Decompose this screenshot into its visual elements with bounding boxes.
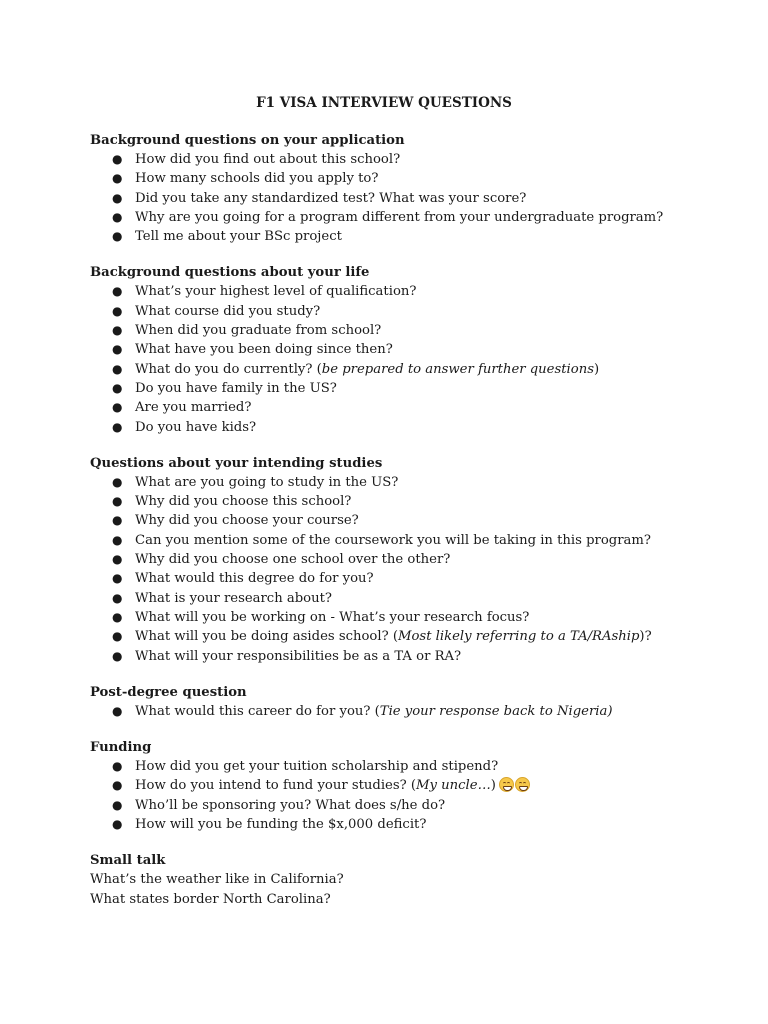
bullet-icon: ● xyxy=(112,494,123,509)
bullet-icon: ● xyxy=(112,474,123,489)
question-text: Why did you choose this school? xyxy=(135,494,352,510)
bullet-icon: ● xyxy=(112,284,123,299)
bullet-icon: ● xyxy=(112,229,123,244)
bullet-icon: ● xyxy=(112,778,123,793)
question-text: What will your responsibilities be as a TA or RA? xyxy=(135,648,462,664)
question-text-end: )? xyxy=(639,629,652,645)
small-talk-line: What states border North Carolina? xyxy=(90,891,331,907)
bullet-icon: ● xyxy=(112,323,123,338)
grinning-face-icon xyxy=(515,777,530,792)
question-text: Do you have family in the US? xyxy=(135,380,337,396)
question-item xyxy=(90,208,710,227)
question-text: Tell me about your BSc project xyxy=(135,229,342,245)
section-small-talk xyxy=(90,852,710,909)
question-text: When did you graduate from school? xyxy=(135,323,382,339)
question-text: What will you be working on - What’s your research focus? xyxy=(135,609,530,625)
question-text: Why did you choose your course? xyxy=(135,513,359,529)
question-list xyxy=(90,150,710,246)
question-text: What will you be doing asides school? ( xyxy=(135,629,398,645)
question-item xyxy=(90,418,710,437)
bullet-icon: ● xyxy=(112,703,123,718)
section-funding xyxy=(90,739,710,834)
question-text: What do you do currently? ( xyxy=(135,361,322,377)
question-note: be prepared to answer further questions xyxy=(321,361,594,377)
question-item xyxy=(90,340,710,359)
question-item xyxy=(90,647,710,666)
bullet-icon: ● xyxy=(112,609,123,624)
bullet-icon: ● xyxy=(112,342,123,357)
document-title: F1 VISA INTERVIEW QUESTIONS xyxy=(256,95,512,111)
bullet-icon: ● xyxy=(112,590,123,605)
question-item xyxy=(90,702,710,721)
question-item xyxy=(90,473,710,492)
section-post-degree xyxy=(90,684,710,721)
section-heading: Background questions about your life xyxy=(90,265,370,281)
section-heading: Small talk xyxy=(90,853,166,869)
question-item xyxy=(90,492,710,511)
question-text: What are you going to study in the US? xyxy=(135,474,399,490)
bullet-icon: ● xyxy=(112,817,123,832)
bullet-icon: ● xyxy=(112,552,123,567)
section-studies xyxy=(90,455,710,666)
question-text-end: ) xyxy=(490,778,496,794)
bullet-icon: ● xyxy=(112,152,123,166)
bullet-icon: ● xyxy=(112,190,123,205)
question-text: What is your research about? xyxy=(135,590,332,606)
document-body xyxy=(90,132,710,927)
question-note: My uncle… xyxy=(416,778,491,794)
question-item xyxy=(90,150,710,169)
question-item xyxy=(90,360,710,379)
section-heading: Background questions on your application xyxy=(90,133,405,148)
question-item xyxy=(90,321,710,340)
question-text: How did you get your tuition scholarship and stipend? xyxy=(135,759,499,775)
question-item xyxy=(90,608,710,627)
small-talk-line: What’s the weather like in California? xyxy=(90,872,344,888)
question-list xyxy=(90,757,710,834)
question-text: Can you mention some of the coursework you will be taking in this program? xyxy=(135,532,651,548)
bullet-icon: ● xyxy=(112,571,123,586)
emoji-group xyxy=(499,777,530,792)
question-item xyxy=(90,169,710,188)
bullet-icon: ● xyxy=(112,797,123,812)
question-note: Most likely referring to a TA/RAship xyxy=(397,629,640,645)
bullet-icon: ● xyxy=(112,759,123,774)
question-item xyxy=(90,398,710,417)
question-text: Did you take any standardized test? What was your score? xyxy=(135,190,527,206)
question-list xyxy=(90,282,710,436)
question-text: Are you married? xyxy=(135,400,252,416)
bullet-icon: ● xyxy=(112,629,123,644)
question-item xyxy=(90,569,710,588)
question-item xyxy=(90,627,710,646)
section-heading: Questions about your intending studies xyxy=(90,455,383,471)
question-item xyxy=(90,282,710,301)
bullet-icon: ● xyxy=(112,648,123,663)
section-application xyxy=(90,132,710,246)
question-text: Why did you choose one school over the other? xyxy=(135,552,451,568)
question-note: Tie your response back to Nigeria) xyxy=(379,703,613,719)
question-item xyxy=(90,379,710,398)
question-item xyxy=(90,189,710,208)
bullet-icon: ● xyxy=(112,171,123,186)
question-text: What have you been doing since then? xyxy=(135,342,393,358)
question-text: What would this degree do for you? xyxy=(135,571,374,587)
question-item xyxy=(90,589,710,608)
question-text: What would this career do for you? ( xyxy=(135,703,380,719)
bullet-icon: ● xyxy=(112,419,123,434)
section-heading: Post-degree question xyxy=(90,684,247,700)
question-item xyxy=(90,796,710,815)
question-item xyxy=(90,531,710,550)
question-text: How many schools did you apply to? xyxy=(135,171,379,187)
question-text: What course did you study? xyxy=(135,303,321,319)
question-text: Why are you going for a program different from your undergraduate program? xyxy=(135,209,664,225)
question-item xyxy=(90,776,710,795)
question-text: How do you intend to fund your studies? ( xyxy=(135,778,417,794)
question-item xyxy=(90,815,710,834)
question-item xyxy=(90,757,710,776)
bullet-icon: ● xyxy=(112,400,123,415)
question-text: Do you have kids? xyxy=(135,419,257,435)
bullet-icon: ● xyxy=(112,209,123,224)
bullet-icon: ● xyxy=(112,532,123,547)
section-life xyxy=(90,264,710,436)
bullet-icon: ● xyxy=(112,303,123,318)
section-heading: Funding xyxy=(90,740,152,756)
question-text: Who’ll be sponsoring you? What does s/he do? xyxy=(135,797,446,813)
question-item xyxy=(90,302,710,321)
bullet-icon: ● xyxy=(112,361,123,376)
bullet-icon: ● xyxy=(112,513,123,528)
question-item xyxy=(90,227,710,246)
question-list xyxy=(90,702,710,721)
grinning-face-icon xyxy=(499,777,514,792)
question-text: How did you find out about this school? xyxy=(135,152,401,167)
question-item xyxy=(90,511,710,530)
question-item xyxy=(90,550,710,569)
question-text: What’s your highest level of qualification? xyxy=(135,284,417,300)
question-text: How will you be funding the $x,000 deficit? xyxy=(135,817,427,833)
question-list xyxy=(90,473,710,666)
question-text-end: ) xyxy=(593,361,600,377)
bullet-icon: ● xyxy=(112,380,123,395)
